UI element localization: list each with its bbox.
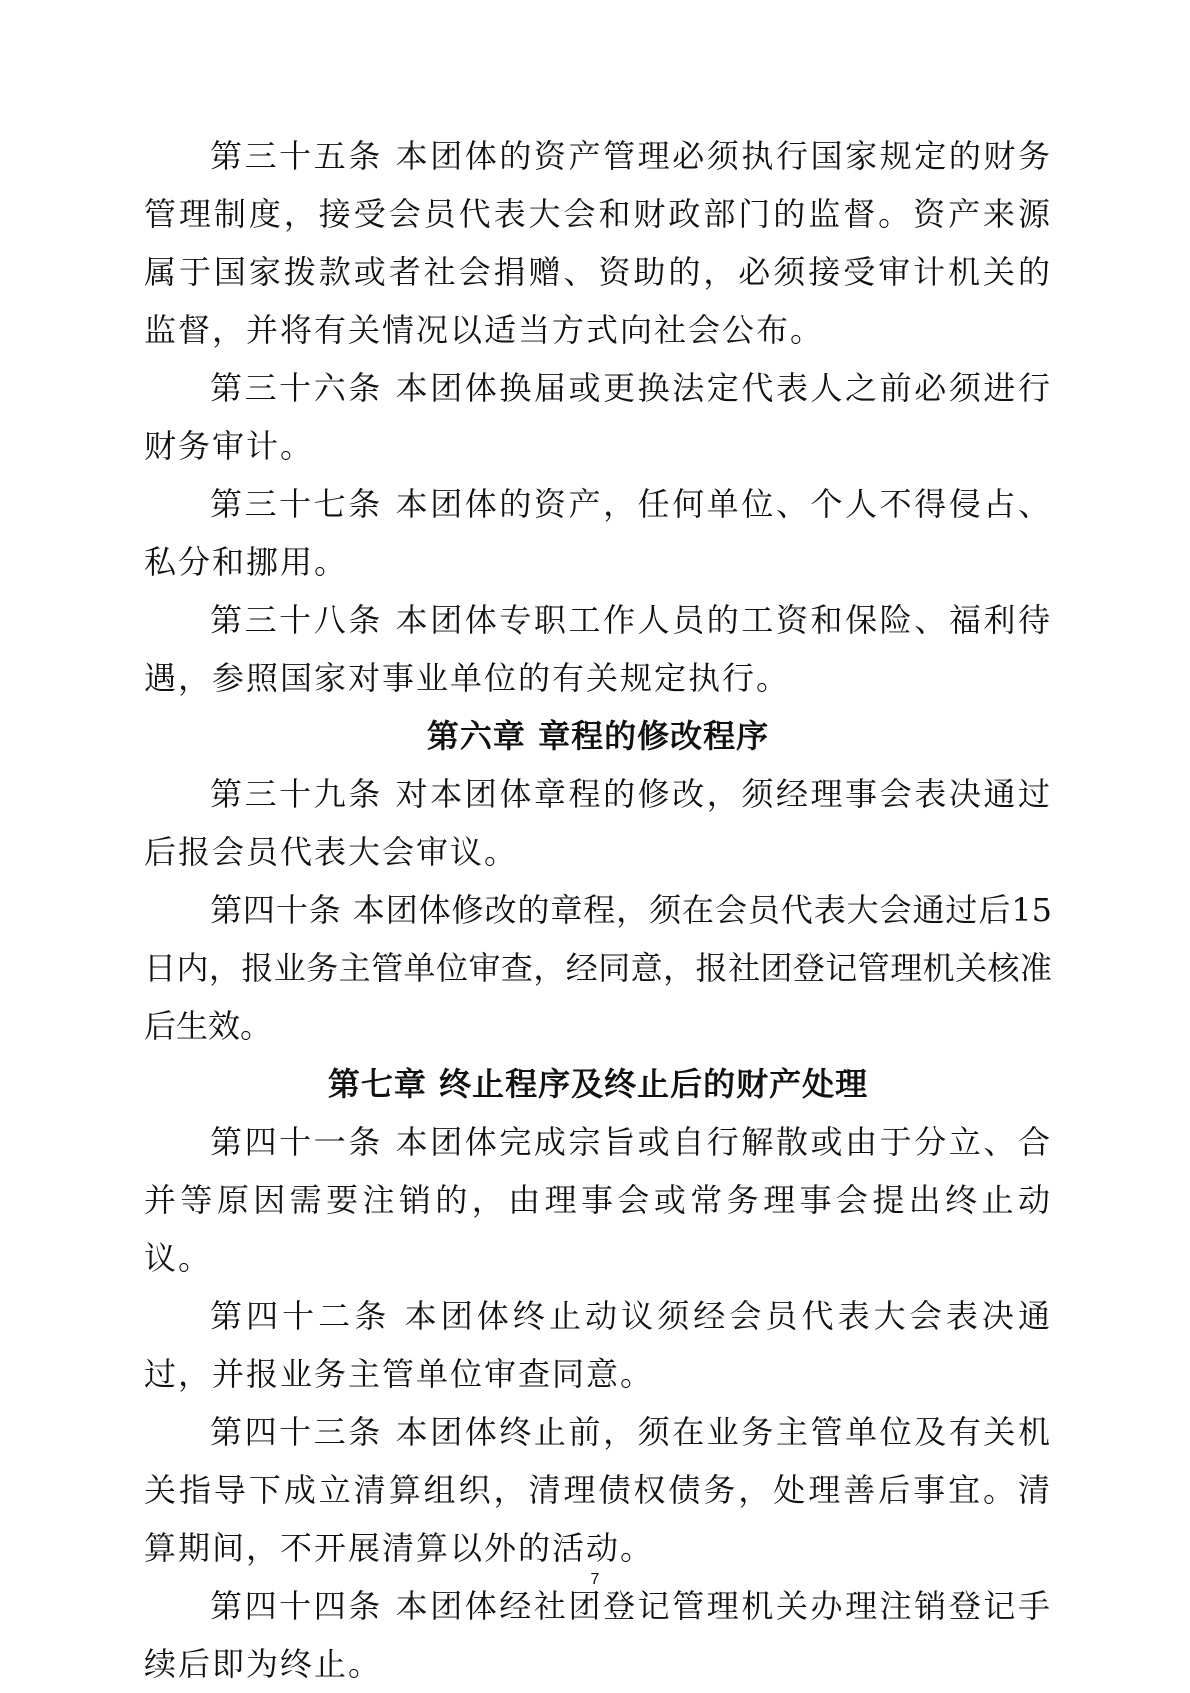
chapter-7-heading: 第七章 终止程序及终止后的财产处理 [327,1065,869,1103]
article-38: 第三十八条 本团体专职工作人员的工资和保险、福利待遇，参照国家对事业单位的有关规定执行。 [144,601,1052,697]
page-number: 7 [590,1571,600,1588]
article-35: 第三十五条 本团体的资产管理必须执行国家规定的财务管理制度，接受会员代表大会和财政部门的监督。资产来源属于国家拨款或者社会捐赠、资助的，必须接受审计机关的监督，并将有关情况以适当方式向社会公布。 [144,137,1052,349]
article-37: 第三十七条 本团体的资产，任何单位、个人不得侵占、私分和挪用。 [144,485,1052,581]
article-40: 第四十条 本团体修改的章程，须在会员代表大会通过后15日内，报业务主管单位审查，经同意，报社团登记管理机关核准后生效。 [144,891,1052,1045]
article-44: 第四十四条 本团体经社团登记管理机关办理注销登记手续后即为终止。 [144,1587,1052,1683]
document-body [144,127,1052,1693]
article-41: 第四十一条 本团体完成宗旨或自行解散或由于分立、合并等原因需要注销的，由理事会或常务理事会提出终止动议。 [144,1123,1052,1277]
chapter-6-heading: 第六章 章程的修改程序 [426,717,770,755]
article-39: 第三十九条 对本团体章程的修改，须经理事会表决通过后报会员代表大会审议。 [144,775,1052,871]
article-42: 第四十二条 本团体终止动议须经会员代表大会表决通过，并报业务主管单位审查同意。 [144,1297,1052,1393]
article-36: 第三十六条 本团体换届或更换法定代表人之前必须进行财务审计。 [144,369,1052,465]
article-43: 第四十三条 本团体终止前，须在业务主管单位及有关机关指导下成立清算组织，清理债权债务，处理善后事宜。清算期间，不开展清算以外的活动。 [144,1413,1052,1567]
